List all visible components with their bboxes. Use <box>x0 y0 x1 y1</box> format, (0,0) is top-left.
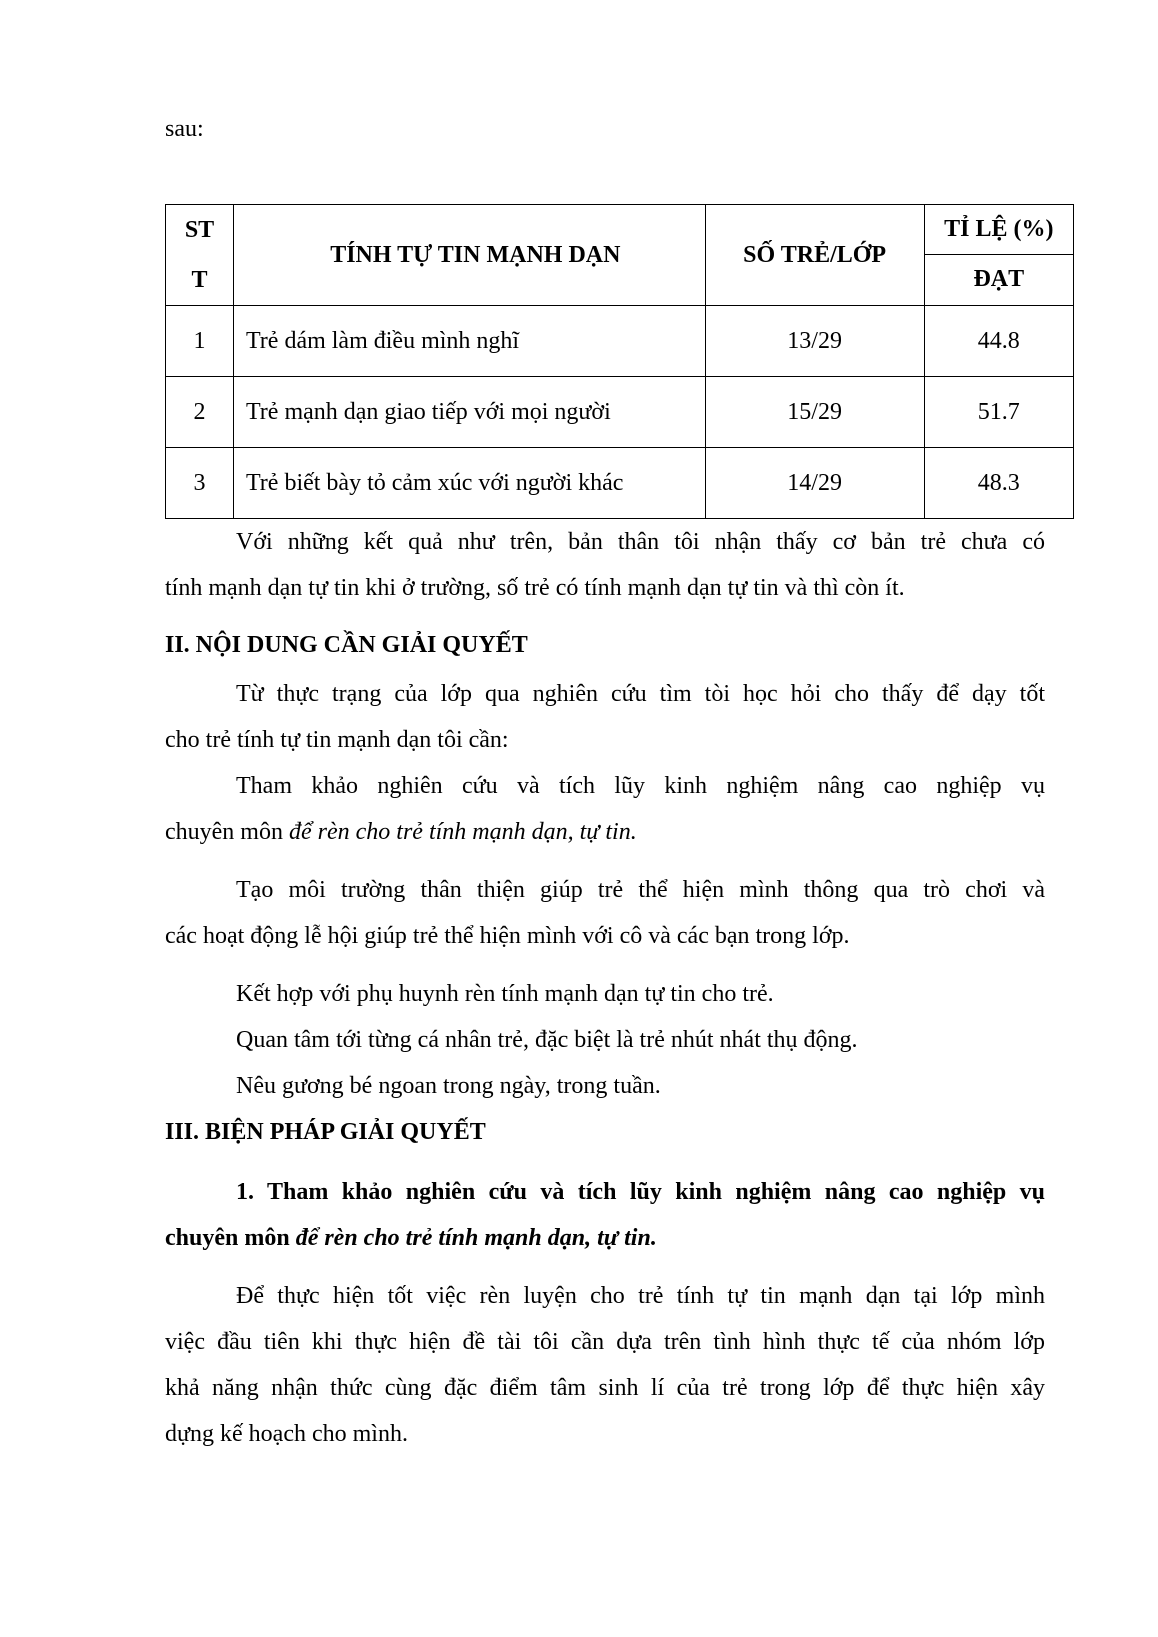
section-3-sub1-line-2-bold-italic: để rèn cho trẻ tính mạnh dạn, tự tin. <box>295 1225 657 1251</box>
header-rate-line2: ĐẠT <box>924 254 1073 305</box>
table-row <box>166 377 1074 448</box>
table-row <box>166 448 1074 519</box>
cell-stt: 3 <box>166 448 234 519</box>
table-row <box>166 306 1074 377</box>
cell-criteria: Trẻ dám làm điều mình nghĩ <box>233 306 705 377</box>
header-stt-line1: ST <box>184 217 215 243</box>
section-2-p4: Kết hợp với phụ huynh rèn tính mạnh dạn tự tin cho trẻ. <box>236 981 774 1007</box>
cell-criteria: Trẻ mạnh dạn giao tiếp với mọi người <box>233 377 705 448</box>
section-3-sub1-line-2 <box>165 1226 657 1250</box>
section-2-p1-line-1: Từ thực trạng của lớp qua nghiên cứu tìm tòi học hỏi cho thấy để dạy tốt <box>236 681 1045 707</box>
intro-word: sau: <box>165 116 204 142</box>
header-stt-line2: T <box>191 267 208 293</box>
section-3-body-line-2: việc đầu tiên khi thực hiện đề tài tôi cần dựa trên tình hình thực tế của nhóm lớp <box>165 1329 1045 1355</box>
header-count: SỐ TRẺ/LỚP <box>705 205 924 306</box>
cell-criteria: Trẻ biết bày tỏ cảm xúc với người khác <box>233 448 705 519</box>
section-3-body-line-1: Để thực hiện tốt việc rèn luyện cho trẻ tính tự tin mạnh dạn tại lớp mình <box>236 1283 1045 1309</box>
section-3-sub1-line-1: 1. Tham khảo nghiên cứu và tích lũy kinh nghiệm nâng cao nghiệp vụ <box>236 1179 1045 1205</box>
cell-count: 14/29 <box>705 448 924 519</box>
section-2-p2-line-2-italic: để rèn cho trẻ tính mạnh dạn, tự tin. <box>288 819 637 845</box>
conclusion-line-1: Với những kết quả như trên, bản thân tôi nhận thấy cơ bản trẻ chưa có <box>236 529 1045 555</box>
section-3-body-line-4: dựng kế hoạch cho mình. <box>165 1421 408 1447</box>
cell-count: 15/29 <box>705 377 924 448</box>
section-2-p2-line-1: Tham khảo nghiên cứu và tích lũy kinh nghiệm nâng cao nghiệp vụ <box>236 773 1045 799</box>
section-3-heading: III. BIỆN PHÁP GIẢI QUYẾT <box>165 1119 486 1145</box>
section-2-p6: Nêu gương bé ngoan trong ngày, trong tuần. <box>236 1073 661 1099</box>
header-rate-line1: TỈ LỆ (%) <box>924 205 1073 255</box>
conclusion-line-2: tính mạnh dạn tự tin khi ở trường, số trẻ có tính mạnh dạn tự tin và thì còn ít. <box>165 575 905 601</box>
cell-rate: 44.8 <box>924 306 1073 377</box>
header-criteria: TÍNH TỰ TIN MẠNH DẠN <box>233 205 705 306</box>
section-2-p2-line-2-normal: chuyên môn <box>165 819 289 845</box>
section-2-p3-line-1: Tạo môi trường thân thiện giúp trẻ thể hiện mình thông qua trò chơi và <box>236 877 1045 903</box>
cell-rate: 51.7 <box>924 377 1073 448</box>
section-2-p5: Quan tâm tới từng cá nhân trẻ, đặc biệt là trẻ nhút nhát thụ động. <box>236 1027 858 1053</box>
section-3-body-line-3: khả năng nhận thức cùng đặc điểm tâm sinh lí của trẻ trong lớp để thực hiện xây <box>165 1375 1045 1401</box>
cell-rate: 48.3 <box>924 448 1073 519</box>
statistics-table <box>165 204 1074 519</box>
table-header-row <box>166 205 1074 255</box>
section-2-heading: II. NỘI DUNG CẦN GIẢI QUYẾT <box>165 632 528 658</box>
cell-count: 13/29 <box>705 306 924 377</box>
section-3-sub1-line-2-bold: chuyên môn <box>165 1225 296 1251</box>
header-stt <box>166 205 234 306</box>
cell-stt: 1 <box>166 306 234 377</box>
cell-stt: 2 <box>166 377 234 448</box>
section-2-p1-line-2: cho trẻ tính tự tin mạnh dạn tôi cần: <box>165 727 509 753</box>
section-2-p2-line-2 <box>165 820 637 844</box>
section-2-p3-line-2: các hoạt động lễ hội giúp trẻ thể hiện mình với cô và các bạn trong lớp. <box>165 923 850 949</box>
